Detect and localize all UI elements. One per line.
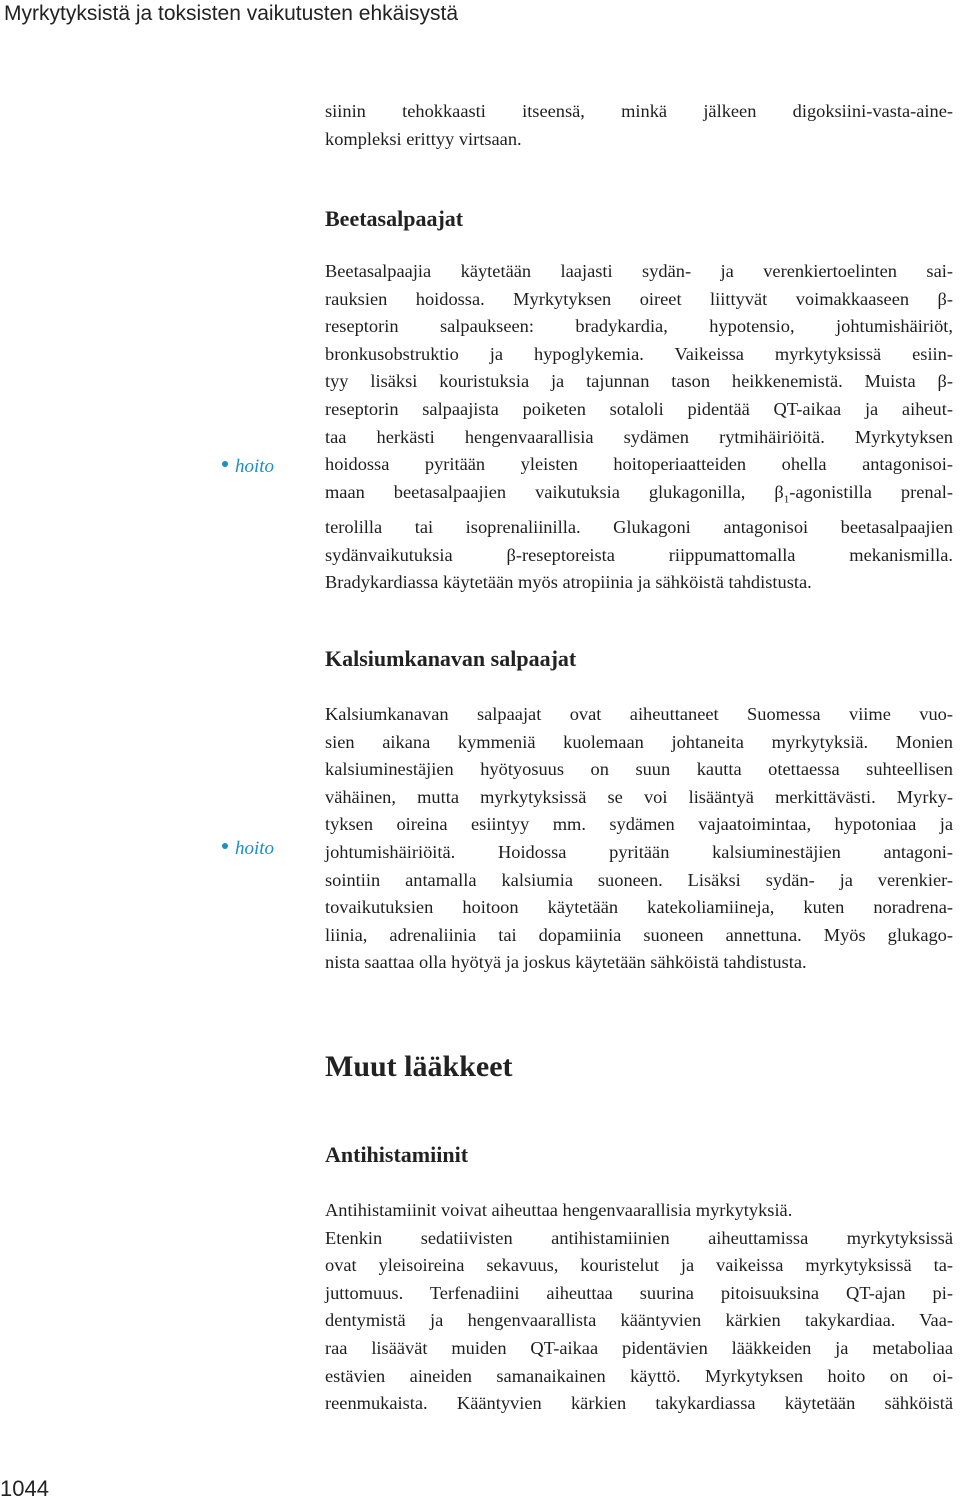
text-line: tyksen oireina esiintyy mm. sydämen vajaatoimintaa, hypotoniaa ja <box>325 814 953 835</box>
text-line: juttomuus. Terfenadiini aiheuttaa suurina pitoisuuksina QT-ajan pi- <box>325 1282 953 1303</box>
section-heading-calcium-channel-blockers: Kalsiumkanavan salpaajat <box>325 646 577 671</box>
bullet-dot-icon <box>222 461 228 467</box>
text-line: tovaikutuksien hoitoon käytetään katekoliamiineja, kuten noradrena- <box>325 897 953 918</box>
antihistamines-paragraph <box>325 1197 953 1418</box>
text-line: reenmukaista. Kääntyvien kärkien takykardiassa käytetään sähköistä <box>325 1393 953 1414</box>
text-line: taa herkästi hengenvaarallisia sydämen rytmihäiriöitä. Myrkytyksen <box>325 426 953 447</box>
text-line: sien aikana kymmeniä kuolemaan johtaneita myrkytyksiä. Monien <box>325 731 953 752</box>
text-line: dentymistä ja hengenvaarallista kääntyvien kärkien takykardiaa. Vaa- <box>325 1310 953 1331</box>
text-line: Antihistamiinit voivat aiheuttaa hengenvaarallisia myrkytyksiä. <box>325 1200 793 1220</box>
side-note-treatment <box>222 456 274 478</box>
chapter-heading-other-drugs: Muut lääkkeet <box>325 1050 513 1083</box>
text-line: siinin tehokkaasti itseensä, minkä jälkeen digoksiini-vasta-aine- <box>325 101 953 121</box>
text-line: kalsiuminestäjien hyötyosuus on suun kautta otettaessa suhteellisen <box>325 759 953 780</box>
text-line: ovat yleisoireina sekavuus, kouristelut ja vaikeissa myrkytyksissä ta- <box>325 1255 953 1276</box>
text-line: Beetasalpaajia käytetään laajasti sydän- ja verenkiertoelinten sai- <box>325 261 953 281</box>
text-line: reseptorin salpaajista poiketen sotaloli pidentää QT-aikaa ja aiheut- <box>325 398 953 419</box>
text-line: hoidossa pyritään yleisten hoitoperiaatteiden ohella antagonisoi- <box>325 454 953 475</box>
text-line: nista saattaa olla hyötyä ja joskus käytetään sähköistä tahdistusta. <box>325 952 807 973</box>
text-line: raa lisäävät muiden QT-aikaa pidentävien lääkkeiden ja metaboliaa <box>325 1337 953 1358</box>
side-note-treatment <box>222 838 274 860</box>
text-line: reseptorin salpaukseen: bradykardia, hypotensio, johtumishäiriöt, <box>325 316 953 337</box>
beta-blockers-paragraph <box>325 258 953 597</box>
page-number: 1044 <box>0 1476 49 1501</box>
calcium-channel-blockers-paragraph <box>325 701 953 977</box>
text-line: Bradykardiassa käytetään myös atropiinia ja sähköistä tahdistusta. <box>325 572 812 593</box>
text-line: johtumishäiriöitä. Hoidossa pyritään kalsiuminestäjien antagoni- <box>325 841 953 862</box>
text-line: tyy lisäksi kouristuksia ja tajunnan tason heikkenemistä. Muista β- <box>325 371 953 392</box>
text-line: terolilla tai isoprenaliinilla. Glukagoni antagonisoi beetasalpaajien <box>325 517 953 538</box>
text-line: kompleksi erittyy virtsaan. <box>325 128 522 149</box>
text-line: rauksien hoidossa. Myrkytyksen oireet liittyvät voimakkaaseen β- <box>325 288 953 309</box>
section-heading-beta-blockers: Beetasalpaajat <box>325 206 464 231</box>
text-fragment: maan beetasalpaajien vaikutuksia glukagonilla, β <box>325 481 784 502</box>
text-line: sydänvaikutuksia β-reseptoreista riippumattomalla mekanismilla. <box>325 544 953 565</box>
subscript: 1 <box>783 493 790 506</box>
text-line: liinia, adrenaliinia tai dopamiinia suoneen annettuna. Myös glukago- <box>325 924 953 945</box>
running-header: Myrkytyksistä ja toksisten vaikutusten ehkäisystä <box>4 2 459 25</box>
section-heading-antihistamines: Antihistamiinit <box>325 1142 469 1167</box>
text-line: bronkusobstruktio ja hypoglykemia. Vaikeissa myrkytyksissä esiin- <box>325 343 953 364</box>
text-line: estävien aineiden samanaikainen käyttö. Myrkytyksen hoito on oi- <box>325 1365 953 1386</box>
side-note-label: hoito <box>235 838 275 859</box>
continuation-paragraph <box>325 98 953 153</box>
bullet-dot-icon <box>222 843 228 849</box>
text-fragment: -agonistilla prenal- <box>789 481 953 502</box>
text-line: sointiin antamalla kalsiumia suoneen. Lisäksi sydän- ja verenkier- <box>325 869 953 890</box>
side-note-label: hoito <box>235 456 275 477</box>
text-line <box>325 479 953 514</box>
text-line: Etenkin sedatiivisten antihistamiinien aiheuttamissa myrkytyksissä <box>325 1227 953 1248</box>
text-line: Kalsiumkanavan salpaajat ovat aiheuttaneet Suomessa viime vuo- <box>325 704 953 724</box>
text-line: vähäinen, mutta myrkytyksissä se voi lisääntyä merkittävästi. Myrky- <box>325 786 953 807</box>
